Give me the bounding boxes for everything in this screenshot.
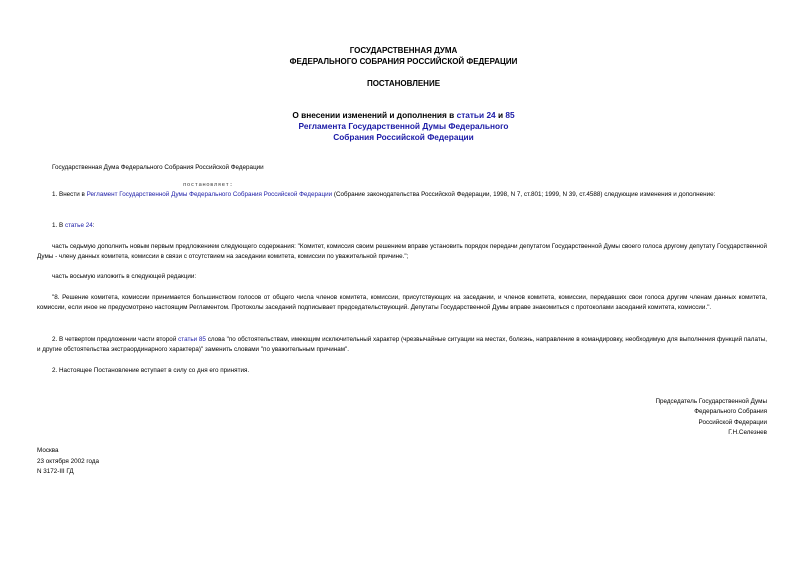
- paragraph-3: часть седьмую дополнить новым первым предложением следующего содержания: "Комитет, комиссия своим решением вправе установить порядок передачи депутатом Государственной Думы своего голоса другому депутату Государственной Думы - члену данных комитета, комиссии в связи с отсутствием на заседании комитета, комиссии по уважительной причине.";: [37, 243, 767, 260]
- p1-start: 1. Внести в: [52, 191, 87, 198]
- resolves-text: постановляет:: [183, 182, 234, 188]
- title-and: и: [495, 110, 506, 120]
- doc-title-line1: [0, 110, 807, 121]
- paragraph-2: [37, 221, 767, 231]
- p6-start: 2. В четвертом предложении части второй: [52, 336, 179, 343]
- title-link-article-85[interactable]: 85: [505, 110, 515, 120]
- title-link-article-24[interactable]: статьи 24: [456, 110, 496, 120]
- reglament-link[interactable]: Регламент Государственной Думы Федерального Собрания Российской Федерации: [86, 191, 333, 198]
- paragraph-7: 2. Настоящее Постановление вступает в силу со дня его принятия.: [52, 367, 250, 374]
- signature-line3: Российской Федерации: [698, 418, 767, 426]
- doc-type: ПОСТАНОВЛЕНИЕ: [366, 79, 441, 88]
- signature-name: Г.Н.Селезнев: [728, 428, 767, 436]
- article-85-link[interactable]: статьи 85: [178, 336, 206, 343]
- footer-city: Москва: [37, 447, 59, 454]
- org-name-line1: ГОСУДАРСТВЕННАЯ ДУМА: [349, 46, 458, 55]
- p6-end: слова "по обстоятельствам, имеющим исключительный характер (чрезвычайные ситуации на местах, болезнь, направление в командировку, необходимую для выполнения функций палаты, и другие обстоятельства экстраординарного характера)" заменить словами "по уважительным причинам".: [37, 336, 768, 353]
- signature-block: [655, 397, 767, 438]
- p2-start: 1. В: [52, 222, 65, 229]
- signature-line1: Председатель Государственной Думы: [655, 398, 767, 405]
- paragraph-1: [37, 190, 767, 200]
- footer-block: [37, 446, 99, 478]
- intro-text: Государственная Дума Федерального Собрания Российской Федерации: [52, 164, 264, 171]
- paragraph-6: [37, 335, 767, 355]
- footer-date: 23 октября 2002 года: [37, 457, 100, 465]
- doc-title-line3[interactable]: Собрания Российской Федерации: [333, 132, 474, 142]
- doc-title-line2[interactable]: Регламента Государственной Думы Федерального: [298, 121, 509, 131]
- article-24-link[interactable]: статье 24: [64, 222, 93, 229]
- footer-number: N 3172-III ГД: [37, 468, 74, 475]
- paragraph-4: часть восьмую изложить в следующей редакции:: [52, 273, 197, 280]
- p1-end: (Собрание законодательства Российской Федерации, 1998, N 7, ст.801; 1999, N 39, ст.4588) следующие изменения и дополнение:: [332, 191, 716, 198]
- title-text: О внесении изменений и дополнения в: [292, 110, 457, 120]
- p2-end: :: [92, 222, 95, 229]
- signature-line2: Федерального Собрания: [694, 408, 767, 416]
- org-name-line2: ФЕДЕРАЛЬНОГО СОБРАНИЯ РОССИЙСКОЙ ФЕДЕРАЦИИ: [289, 57, 518, 66]
- paragraph-5: "8. Решение комитета, комиссии принимается большинством голосов от общего числа членов комитета, комиссии, присутствующих на заседании, и членов комитета, комиссии, передавших свои голоса другим членам данных комитета, комиссии, если иное не предусмотрено настоящим Регламентом. Протоколы заседаний подписывает председательствующий. Депутаты Государственной Думы вправе знакомиться с протоколами заседаний комитета, комиссии.".: [37, 294, 767, 311]
